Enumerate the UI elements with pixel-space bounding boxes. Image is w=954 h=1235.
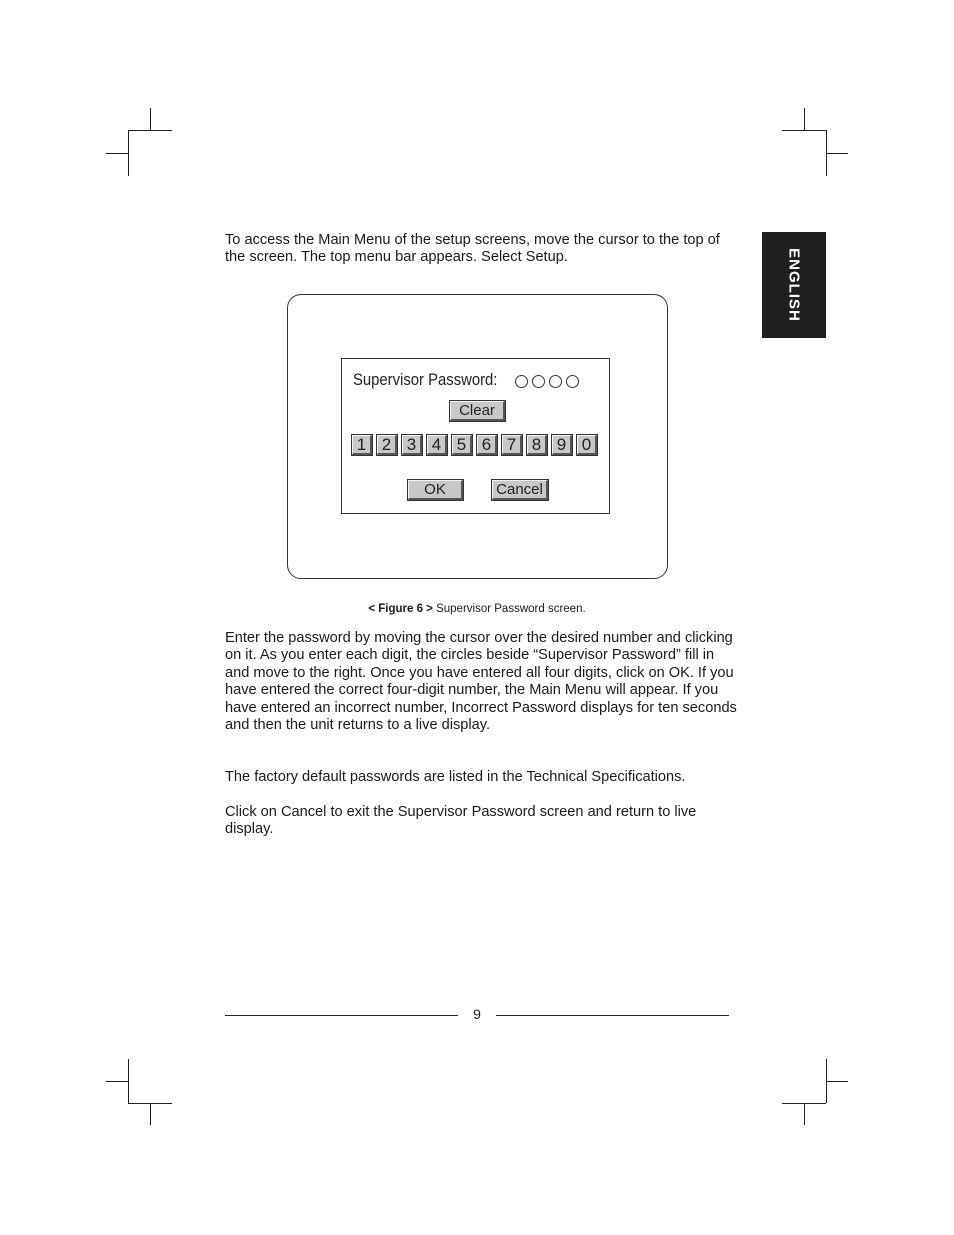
- language-tab-label: ENGLISH: [785, 248, 803, 322]
- crop-mark: [150, 108, 151, 130]
- crop-mark: [782, 130, 826, 131]
- password-indicators: [515, 375, 579, 388]
- crop-mark: [804, 1103, 805, 1125]
- key-8-button[interactable]: 8: [527, 435, 547, 455]
- language-tab: [762, 232, 826, 338]
- crop-mark: [804, 108, 805, 130]
- key-4-button[interactable]: 4: [427, 435, 447, 455]
- ok-button[interactable]: OK: [408, 480, 463, 500]
- body-paragraph: Click on Cancel to exit the Supervisor Password screen and return to live display.: [225, 804, 697, 838]
- cancel-button[interactable]: Cancel: [492, 480, 548, 500]
- password-indicator-circle: [532, 375, 545, 388]
- crop-mark: [826, 1081, 848, 1082]
- footer-rule-left: [225, 1015, 458, 1016]
- clear-button[interactable]: Clear: [450, 401, 505, 421]
- footer-rule-right: [496, 1015, 729, 1016]
- body-paragraph: Enter the password by moving the cursor over the desired number and clicking on it. As you enter each digit, the circles beside “Supervisor Password” fill in and move to the right. Once you have entered all four digits, click on OK. If you have entered the correct four-digit number, the Main Menu will appear. If you have entered an incorrect number, Incorrect Password displays for ten seconds and then the unit returns to a live display.: [225, 630, 737, 734]
- figure-caption: [0, 603, 954, 615]
- crop-mark: [826, 153, 848, 154]
- body-paragraph: The factory default passwords are listed in the Technical Specifications.: [225, 769, 686, 785]
- page-number: 9: [473, 1006, 481, 1022]
- crop-mark: [106, 1081, 128, 1082]
- intro-paragraph: To access the Main Menu of the setup screens, move the cursor to the top of the screen. The top menu bar appears. Select Setup.: [225, 232, 720, 266]
- key-9-button[interactable]: 9: [552, 435, 572, 455]
- key-3-button[interactable]: 3: [402, 435, 422, 455]
- supervisor-password-dialog: [341, 358, 610, 514]
- key-1-button[interactable]: 1: [352, 435, 372, 455]
- figure-caption-text: Supervisor Password screen.: [436, 603, 586, 615]
- password-indicator-circle: [515, 375, 528, 388]
- crop-mark: [128, 1059, 129, 1103]
- crop-mark: [150, 1103, 151, 1125]
- key-7-button[interactable]: 7: [502, 435, 522, 455]
- key-2-button[interactable]: 2: [377, 435, 397, 455]
- key-5-button[interactable]: 5: [452, 435, 472, 455]
- password-indicator-circle: [566, 375, 579, 388]
- password-label: Supervisor Password:: [353, 371, 498, 389]
- key-0-button[interactable]: 0: [577, 435, 597, 455]
- crop-mark: [106, 153, 128, 154]
- password-indicator-circle: [549, 375, 562, 388]
- number-keypad: [352, 435, 597, 455]
- figure-number: < Figure 6 >: [368, 603, 433, 615]
- key-6-button[interactable]: 6: [477, 435, 497, 455]
- crop-mark: [128, 130, 172, 131]
- crop-mark: [128, 130, 129, 176]
